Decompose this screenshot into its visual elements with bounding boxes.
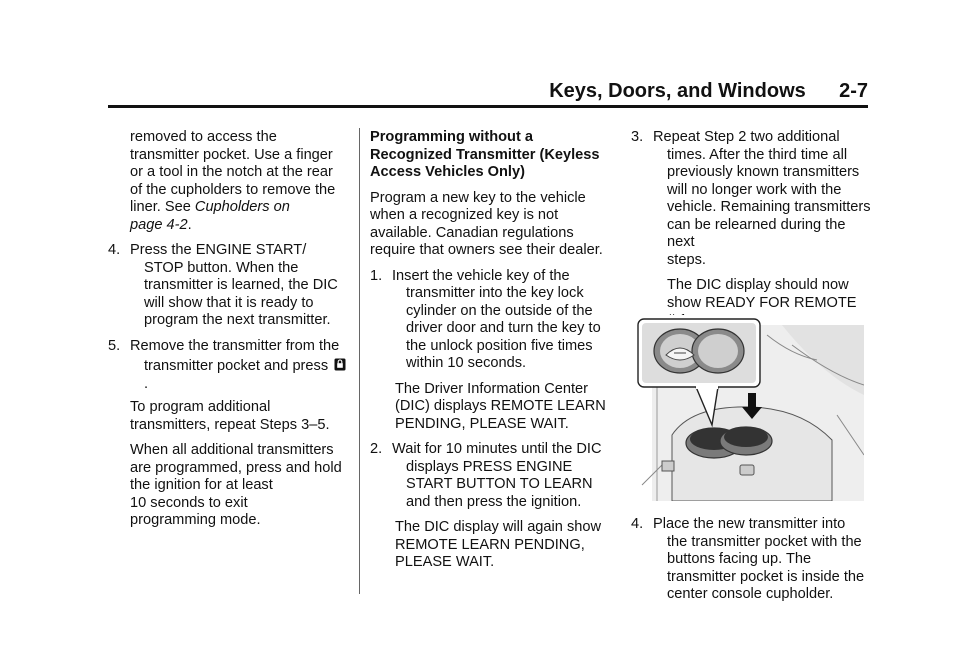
text-line: or a tool in the notch at the rear [130, 164, 333, 180]
page-number: 2-7 [839, 80, 868, 102]
text-line: REMOTE LEARN PENDING, [395, 536, 585, 553]
text-line: displays PRESS ENGINE [406, 458, 573, 475]
text-line: cylinder on the outside of the [406, 302, 593, 319]
text-line: will no longer work with the [667, 181, 842, 198]
step-3 [631, 129, 871, 269]
text-line: The DIC display should now [667, 277, 849, 293]
text-line: will show that it is ready to [144, 294, 314, 311]
text-span: liner. See [130, 199, 195, 215]
text-line: removed to access the [130, 129, 277, 145]
text-line: PLEASE WAIT. [395, 554, 495, 570]
step-4 [108, 242, 348, 330]
text-line: programming mode. [130, 512, 261, 528]
column-1 [108, 129, 348, 538]
step-4b [631, 516, 871, 604]
text-line [130, 199, 348, 217]
step-number: 3. [631, 129, 644, 145]
paragraph-additional [108, 399, 348, 434]
paragraph-finish [108, 442, 348, 530]
intro-paragraph [370, 190, 610, 260]
header-gap [806, 80, 839, 102]
text-line: steps. [667, 251, 706, 268]
cross-reference-page[interactable]: page 4-2 [130, 216, 188, 233]
text-line: Place the new transmitter into [653, 516, 846, 532]
step-number: 4. [108, 242, 121, 258]
text-line: (DIC) displays REMOTE LEARN [395, 398, 606, 414]
text-line: within 10 seconds. [406, 355, 527, 371]
column-3 [631, 129, 871, 338]
text-line: and then press the ignition. [406, 493, 582, 510]
text-line: Remove the transmitter from the [130, 337, 340, 354]
section-title: Keys, Doors, and Windows [549, 80, 806, 102]
text-line: When all additional transmitters [130, 442, 334, 458]
text-line: transmitter is learned, the DIC [144, 277, 338, 293]
text-line: Program a new key to the vehicle [370, 189, 586, 206]
heading-line: Programming without a [370, 129, 533, 145]
text-line: transmitter pocket is inside the [667, 568, 865, 585]
text-line: START BUTTON TO LEARN [406, 476, 593, 492]
key-lock-icon [334, 358, 346, 371]
text-line: can be relearned during the next [667, 216, 846, 250]
text-line: page 4-2. [130, 216, 192, 233]
step-number: 5. [108, 337, 121, 354]
text-line: require that owners see their dealer. [370, 242, 603, 258]
cross-reference-link[interactable]: Cupholders on [194, 199, 290, 215]
heading-line: Recognized Transmitter (Keyless [370, 146, 600, 163]
text-line: Insert the vehicle key of the [392, 267, 570, 284]
heading-line: Access Vehicles Only) [370, 164, 525, 180]
header-rule [108, 105, 868, 108]
step-2-note [370, 519, 610, 572]
text-line: buttons facing up. The [667, 551, 812, 567]
text-line: previously known transmitters [667, 164, 860, 180]
text-line: Wait for 10 minutes until the DIC [392, 441, 602, 457]
step-number: 2. [370, 441, 383, 457]
text-line: the ignition for at least [130, 477, 273, 493]
text-span: transmitter pocket and press [144, 358, 329, 374]
text-line: times. After the third time all [667, 146, 848, 163]
step-1 [370, 268, 610, 373]
step-number: 4. [631, 516, 644, 532]
page-header-title [549, 80, 868, 103]
text-line: program the next transmitter. [144, 312, 331, 328]
cupholder-illustration [632, 315, 864, 501]
step-2 [370, 441, 610, 511]
text-line: Press the ENGINE START/ [130, 242, 307, 258]
text-line: the transmitter pocket with the [667, 533, 862, 550]
step-5 [108, 338, 348, 394]
text-line: The Driver Information Center [395, 380, 589, 397]
text-line: center console cupholder. [667, 586, 834, 602]
text-line: transmitter into the key lock [406, 285, 584, 301]
text-line: transmitter pocket. Use a finger [130, 146, 333, 163]
column-divider [359, 128, 360, 594]
text-line: available. Canadian regulations [370, 224, 574, 241]
text-line: the unlock position five times [406, 337, 593, 354]
text-line: To program additional [130, 399, 271, 415]
text-line: The DIC display will again show [395, 519, 602, 535]
step-1-note [370, 381, 610, 434]
text-line: show READY FOR REMOTE [667, 294, 857, 311]
text-line: transmitters, repeat Steps 3–5. [130, 416, 330, 433]
page-header [108, 80, 868, 106]
text-line: 10 seconds to exit [130, 494, 248, 511]
text-line: of the cupholders to remove the [130, 181, 336, 198]
text-line: driver door and turn the key to [406, 320, 601, 336]
continued-paragraph [108, 129, 348, 234]
text-line: Repeat Step 2 two additional [653, 129, 840, 145]
step-number: 1. [370, 267, 383, 284]
section-heading [370, 129, 610, 182]
column-3-lower [631, 516, 871, 612]
text-line: PENDING, PLEASE WAIT. [395, 415, 569, 432]
column-2 [370, 129, 610, 580]
text-line: STOP button. When the [144, 259, 299, 276]
text-line: transmitter pocket and press . [130, 358, 348, 393]
text-line: vehicle. Remaining transmitters [667, 199, 871, 215]
text-line: when a recognized key is not [370, 207, 559, 223]
text-line: are programmed, press and hold [130, 459, 342, 476]
